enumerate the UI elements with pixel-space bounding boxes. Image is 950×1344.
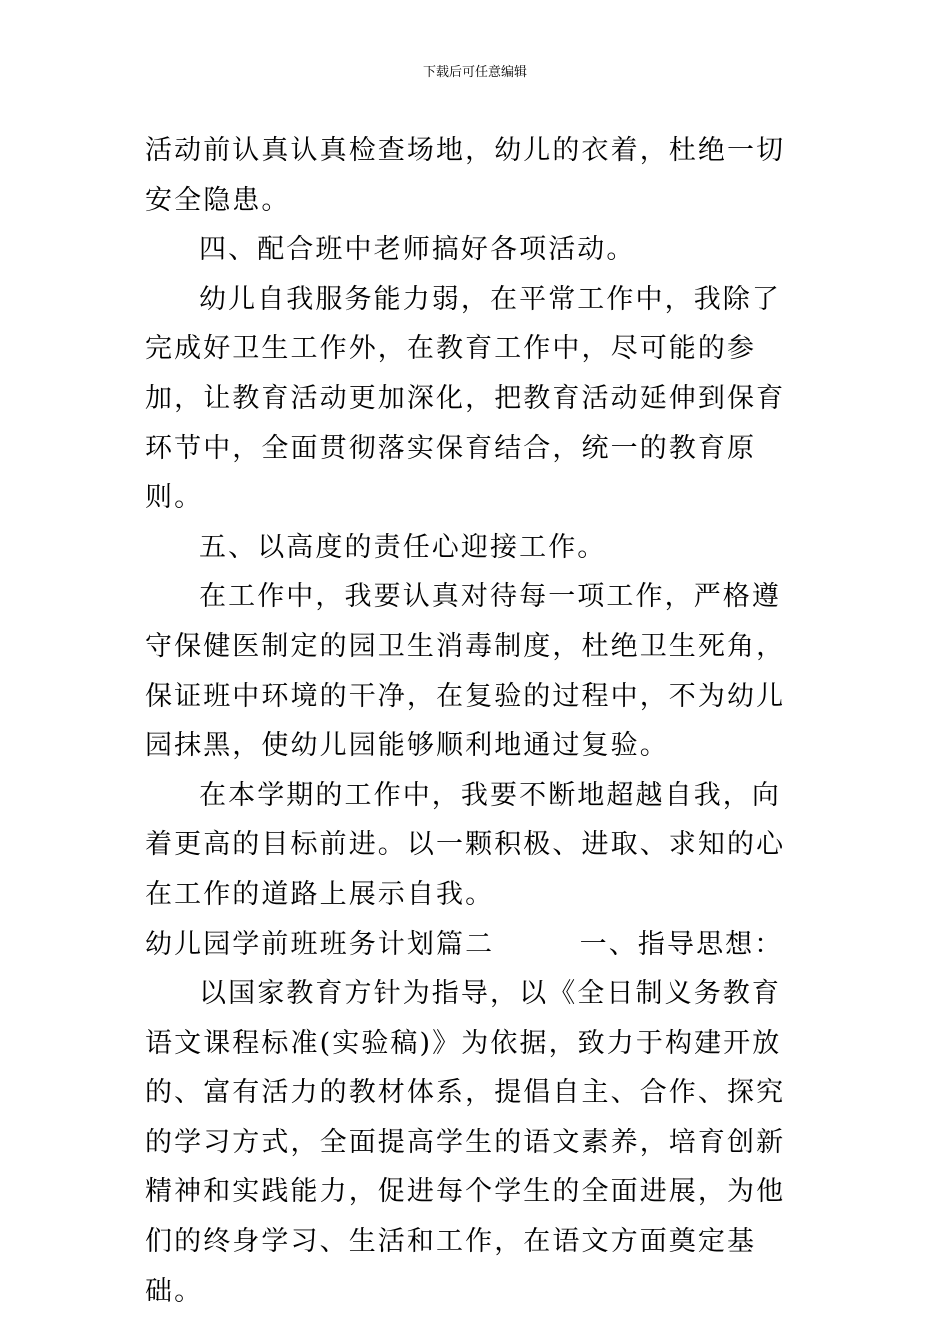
paragraph-self-service: 幼儿自我服务能力弱，在平常工作中，我除了完成好卫生工作外，在教育工作中，尽可能的参加，让教育活动更加深化，把教育活动延伸到保育环节中，全面贯彻落实保育结合，统一的教育原则。	[145, 283, 786, 514]
paragraph-hygiene-work: 在工作中，我要认真对待每一项工作，严格遵守保健医制定的园卫生消毒制度，杜绝卫生死角，保证班中环境的干净，在复验的过程中，不为幼儿园抹黑，使幼儿园能够顺利地通过复验。	[145, 581, 786, 762]
paragraph-guiding-ideology: 以国家教育方针为指导，以《全日制义务教育语文课程标准(实验稿)》为依据，致力于构建开放的、富有活力的教材体系，提倡自主、合作、探究的学习方式，全面提高学生的语文素养，培育创新精神和实践能力，促进每个学生的全面进展，为他们的终身学习、生活和工作，在语文方面奠定基础。	[145, 978, 786, 1307]
section-subheading: 一、指导思想：	[579, 928, 784, 960]
page-header: 下载后可任意编辑	[422, 65, 527, 80]
item-heading-five: 五、以高度的责任心迎接工作。	[199, 531, 607, 563]
item-heading-four: 四、配合班中老师搞好各项活动。	[199, 234, 636, 266]
paragraph-semester-goal: 在本学期的工作中，我要不断地超越自我，向着更高的目标前进。以一颗积极、进取、求知的心在工作的道路上展示自我。	[145, 779, 786, 910]
section-title: 幼儿园学前班班务计划篇二	[145, 928, 495, 960]
document-body	[145, 126, 805, 1316]
paragraph-safety-check: 活动前认真认真检查场地，幼儿的衣着，杜绝一切安全隐患。	[145, 135, 786, 216]
section-heading-line	[145, 920, 805, 970]
